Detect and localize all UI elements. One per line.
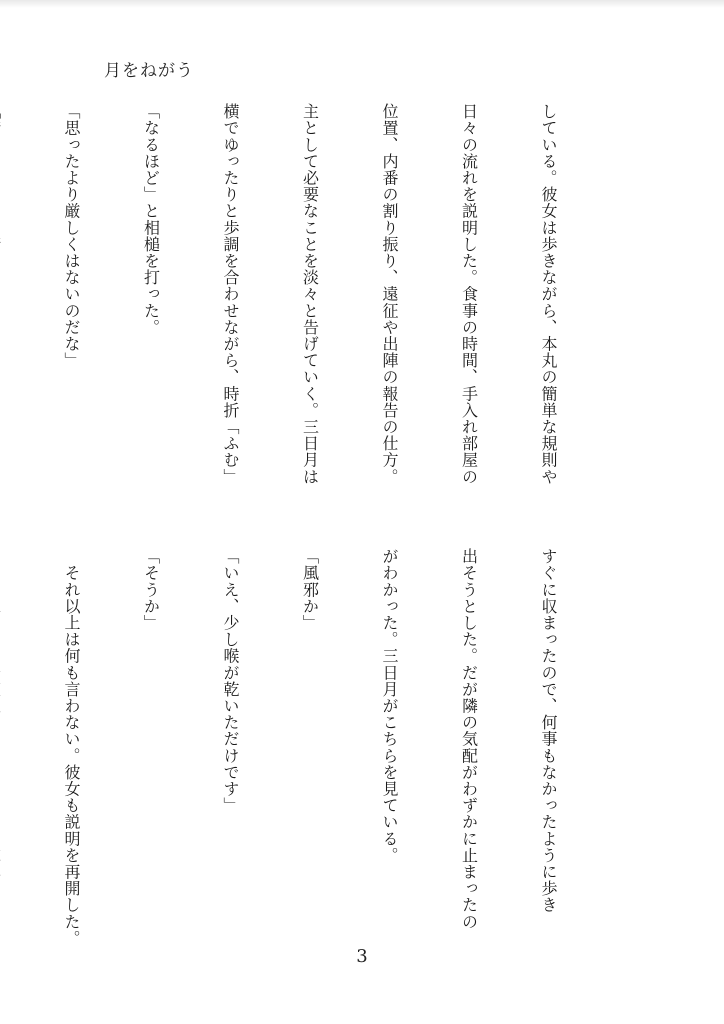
- page-number: 3: [356, 946, 368, 967]
- page-top-edge: [0, 0, 724, 8]
- text-line: それ以上は何も言わない。彼女も説明を再開した。: [62, 548, 81, 947]
- text-line: 「なるほど」と相槌を打った。: [141, 103, 161, 336]
- text-line: 「思ったより厳しくはないのだな」: [62, 103, 81, 369]
- text-line: している。彼女は歩きながら、本丸の簡単な規則や: [539, 103, 558, 485]
- text-line: 横でゆったりと歩調を合わせながら、時折「ふむ」: [221, 103, 240, 485]
- text-line: がわかった。三日月がこちらを見ている。: [380, 548, 399, 864]
- text-line: 「そうか」: [141, 548, 161, 631]
- text-line: 「風邪か」: [300, 548, 320, 631]
- running-header-title: 月をねがう: [104, 61, 194, 81]
- text-line: [0, 103, 5, 503]
- text-line: [0, 548, 5, 948]
- text-line: 「いえ、少し喉が乾いただけです」: [221, 548, 240, 814]
- text-line: すぐに収まったので、何事もなかったように歩き: [539, 548, 558, 914]
- text-line: 出そうとした。だが隣の気配がわずかに止まったの: [459, 548, 479, 930]
- text-line: 位置、内番の割り振り、遠征や出陣の報告の仕方。: [380, 103, 399, 485]
- text-line: 主として必要なことを淡々と告げていく。三日月は: [300, 103, 320, 485]
- body-text-top: [0, 103, 614, 503]
- text-line: 日々の流れを説明した。食事の時間、手入れ部屋の: [459, 103, 479, 485]
- body-text-bottom: [0, 548, 614, 948]
